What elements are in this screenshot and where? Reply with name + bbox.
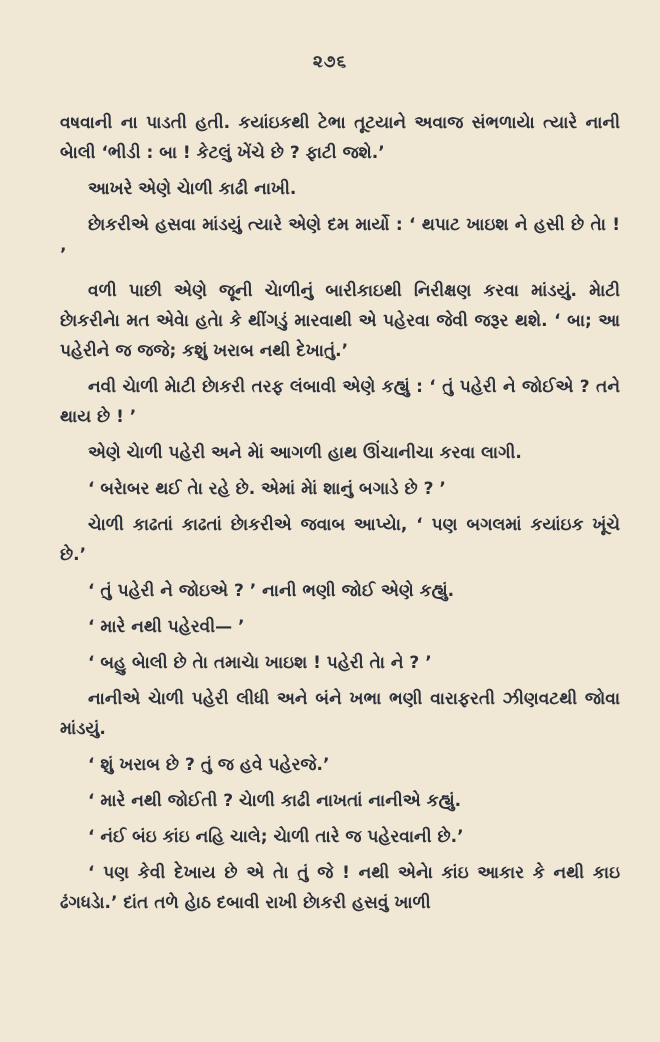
page-number: ૨૭૬: [312, 52, 348, 72]
paragraph-1: વષવાની ના પાડતી હતી. કયાંઇકથી ટેભા તૂટયાને અવાજ સંભળાયેા ત્યારે નાની બેાલી ‘ભીડી : બા ! કેટલું ખેંચે છે ? ફાટી જશે.’: [60, 113, 620, 163]
paragraph-8: ચેાળી કાઢતાં કાઢતાં છેાકરીએ જવાબ આપ્યેા, ‘ પણ બગલમાં કયાંઇક ખૂંચે છે.’: [60, 515, 620, 565]
paragraph-13: ‘ શું ખરાબ છે ? તું જ હવે પહેરજે.’: [88, 755, 330, 775]
paragraph-2: આખરે એણે ચેાળી કાઢી નાખી.: [88, 179, 297, 199]
paragraph-4: વળી પાછી એણે જૂની ચેાળીનું બારીકાઇથી નિરીક્ષણ કરવા માંડયું. મેાટી છેાકરીનેા મત એવેા હતેા કે થીંગડું મારવાથી એ પહેરવા જેવી જરૂર થશે. ‘ બા; આ પહેરીને જ જજે; કશું ખરાબ નથી દેખાતું.’: [60, 281, 620, 361]
paragraph-14: ‘ મારે નથી જોઈતી ? ચેાળી કાઢી નાખતાં નાનીએ કહ્યું.: [88, 791, 462, 811]
paragraph-16: ‘ પણ કેવી દેખાય છે એ તેા તું જે ! નથી એનેા કાંઇ આકાર કે નથી કાઇ ઢંગધડેા.’ દાંત તળે હેાઠ દબાવી રાખી છેાકરી હસવું ખાળી: [60, 863, 620, 913]
paragraph-5: નવી ચેાળી મેાટી છેાકરી તરફ લંબાવી એણે કહ્યું : ‘ તું પહેરી ને જોઈએ ? તને થાય છે ! ’: [60, 377, 620, 427]
paragraph-11: ‘ બહુ બેાલી છે તેા તમાચેા ખાઇશ ! પહેરી તેા ને ? ’: [88, 653, 432, 673]
paragraph-12: નાનીએ ચેાળી પહેરી લીધી અને બંને ખભા ભણી વારાફરતી ઝીણવટથી જોવા માંડયું.: [60, 689, 620, 739]
paragraph-9: ‘ તું પહેરી ને જોઇએ ? ’ નાની ભણી જોઈ એણે કહ્યું.: [88, 581, 455, 601]
body-text: [60, 108, 620, 918]
paragraph-3: છેાકરીએ હસવા માંડયું ત્યારે એણે દમ માર્યો : ‘ થપાટ ખાઇશ ને હસી છે તેા ! ’: [60, 215, 620, 265]
paragraph-7: ‘ બરેાબર થઈ તેા રહે છે. એમાં મેાં શાનું બગાડે છે ? ’: [88, 479, 446, 499]
paragraph-6: એણે ચેાળી પહેરી અને મેાં આગળી હાથ ઊંચાનીચા કરવા લાગી.: [88, 443, 522, 463]
paragraph-10: ‘ મારે નથી પહેરવી— ’: [88, 617, 245, 637]
paragraph-15: ‘ નંઈ બંઇ કાંઇ નહિ ચાલે; ચેાળી તારે જ પહેરવાની છે.’: [88, 827, 464, 847]
